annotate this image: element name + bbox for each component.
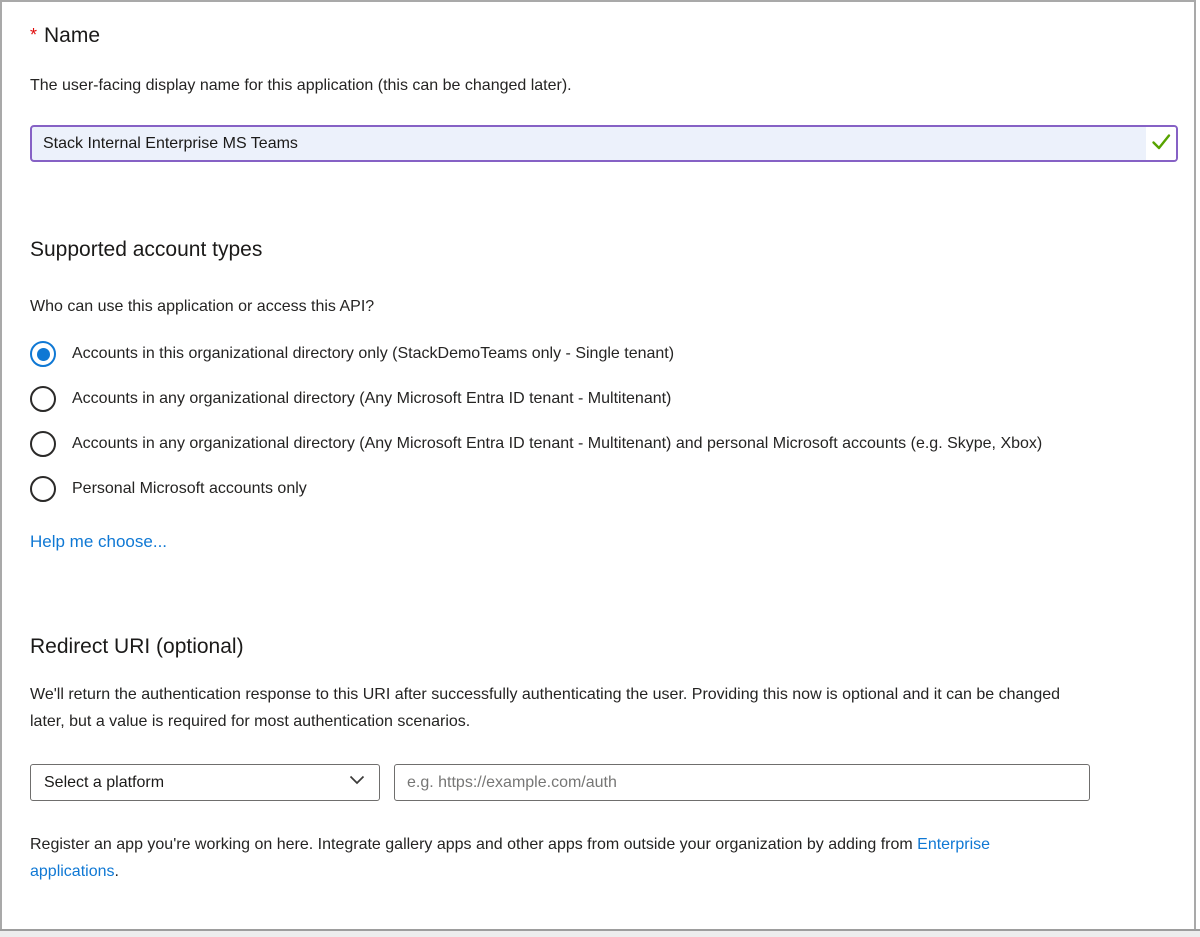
required-asterisk: * (30, 25, 38, 45)
radio-option-single-tenant[interactable] (30, 341, 1178, 369)
radio-option-multitenant-personal[interactable] (30, 431, 1178, 459)
bottom-scroll-track (0, 931, 1200, 937)
name-description: The user-facing display name for this application (this can be changed later). (30, 77, 572, 94)
radio-unselected-icon (30, 476, 56, 502)
redirect-uri-input[interactable] (394, 764, 1090, 801)
radio-selected-icon (30, 341, 56, 367)
radio-option-personal-only[interactable] (30, 476, 1178, 504)
platform-select[interactable] (30, 764, 380, 801)
redirect-uri-title: Redirect URI (optional) (30, 635, 244, 658)
footer-register-note (30, 831, 1030, 885)
radio-option-label: Accounts in this organizational directory only (StackDemoTeams only - Single tenant) (72, 345, 675, 362)
enterprise-applications-link[interactable]: Enterprise applications (30, 836, 991, 880)
account-types-title: Supported account types (30, 238, 263, 261)
account-types-question: Who can use this application or access this API? (30, 298, 375, 315)
name-input[interactable] (30, 125, 1178, 162)
chevron-down-icon (348, 771, 366, 794)
radio-option-multitenant[interactable] (30, 386, 1178, 414)
radio-unselected-icon (30, 386, 56, 412)
redirect-uri-description: We'll return the authentication response to this URI after successfully authenticating the user. Providing this now is optional and it can be changed later, but a value is required for most authentication scenarios. (30, 686, 1061, 730)
checkmark-icon (1149, 129, 1173, 158)
footer-text-before: Register an app you're working on here. Integrate gallery apps and other apps from outside your organization by adding from (30, 836, 918, 853)
platform-select-value: Select a platform (44, 773, 165, 791)
name-title-text: Name (44, 24, 101, 47)
radio-unselected-icon (30, 431, 56, 457)
name-section-title (30, 22, 1178, 49)
radio-option-label: Accounts in any organizational directory (Any Microsoft Entra ID tenant - Multitenant) and personal Microsoft accounts (e.g. Skype, Xbox) (72, 435, 1043, 452)
name-input-wrap (30, 125, 1178, 162)
help-me-choose-link[interactable]: Help me choose... (30, 532, 168, 551)
radio-option-label: Accounts in any organizational directory (Any Microsoft Entra ID tenant - Multitenant) (72, 390, 672, 407)
account-type-radio-group (30, 341, 1178, 504)
radio-option-label: Personal Microsoft accounts only (72, 480, 307, 497)
footer-text-after: . (114, 863, 119, 880)
redirect-uri-row (30, 764, 1178, 801)
validation-check-container (1146, 127, 1176, 160)
